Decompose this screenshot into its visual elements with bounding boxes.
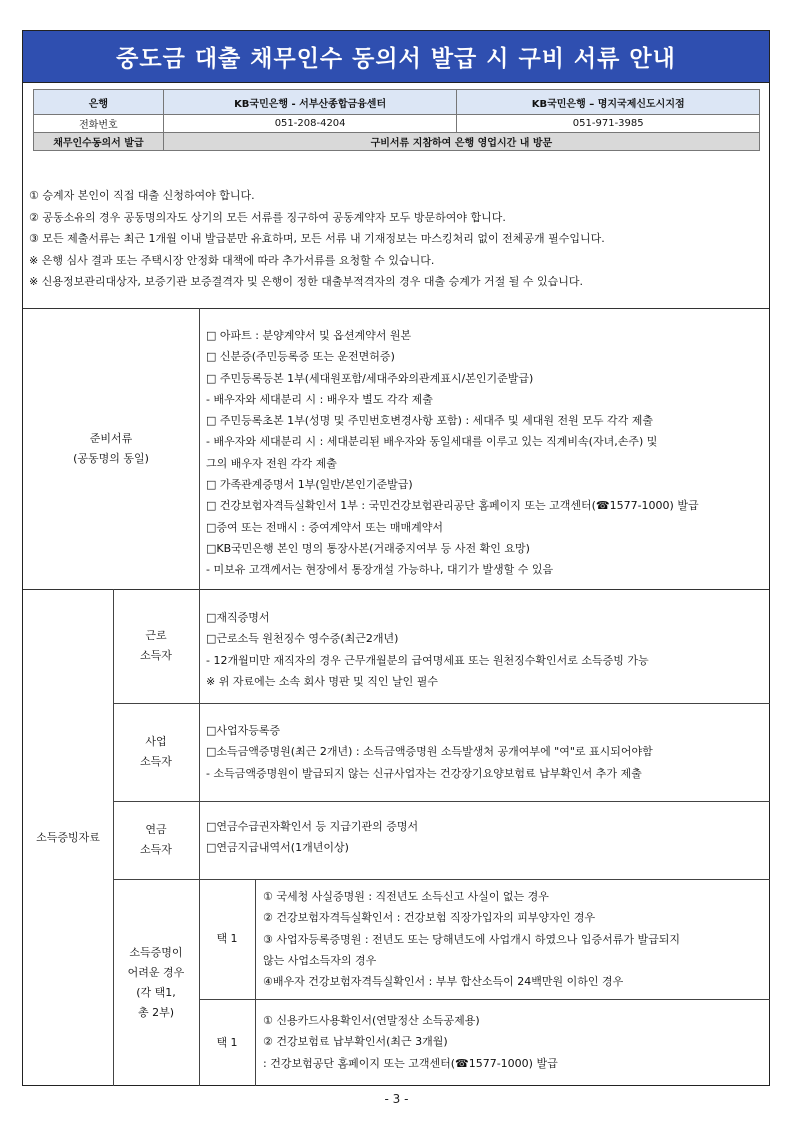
doc-item: □ 가족관계증명서 1부(일반/본인기준발급): [206, 478, 413, 492]
doc-item: □연금지급내역서(1개년이상): [206, 841, 349, 855]
doc-item: □ 건강보험자격득실확인서 1부 : 국민건강보험관리공단 홈페이지 또는 고객센터(☎1577-1000) 발급: [206, 499, 699, 513]
notice-list: [29, 185, 605, 293]
phone-label: 전화번호: [34, 115, 164, 133]
label-line: 소득자: [140, 649, 172, 662]
divider: [113, 801, 770, 802]
page-title: 중도금 대출 채무인수 동의서 발급 시 구비 서류 안내: [23, 31, 769, 83]
label-line: (각 택1,: [136, 985, 176, 999]
bank-info-table: [33, 89, 760, 151]
divider: [255, 879, 256, 1086]
doc-item: □연금수급권자확인서 등 지급기관의 증명서: [206, 820, 419, 833]
business-label: [113, 703, 199, 801]
employee-docs-list: [206, 607, 649, 692]
doc-item: □사업자등록증: [206, 724, 281, 737]
page-number: - 3 -: [384, 1092, 409, 1106]
notice-item: ② 공동소유의 경우 공동명의자도 상기의 모든 서류를 징구하여 공동계약자 모두 방문하여야 합니다.: [29, 210, 506, 224]
notice-item: ③ 모든 제출서류는 최근 1개월 이내 발급분만 유효하며, 모든 서류 내 기재정보는 마스킹처리 없이 전체공개 필수입니다.: [29, 232, 605, 245]
doc-item: - 미보유 고객께서는 현장에서 통장개설 가능하나, 대기가 발생할 수 있음: [206, 563, 554, 577]
doc-item: □ 아파트 : 분양계약서 및 옵션계약서 원본: [206, 329, 412, 342]
notice-item: ※ 신용정보관리대상자, 보증기관 보증결격자 및 은행이 정한 대출부적격자의 경우 대출 승계가 거절 될 수 있습니다.: [29, 275, 583, 288]
doc-item: □KB국민은행 본인 명의 통장사본(거래중지여부 등 사전 확인 요망): [206, 541, 530, 555]
doc-item: 그의 배우자 전원 각각 제출: [206, 456, 337, 470]
doc-item: □증여 또는 전매시 : 증여계약서 또는 매매계약서: [206, 520, 443, 534]
prep-docs-label: [23, 309, 199, 589]
label-line: 소득증명이: [129, 945, 183, 959]
doc-item: ※ 위 자료에는 소속 회사 명판 및 직인 날인 필수: [206, 674, 438, 688]
doc-item: ① 국세청 사실증명원 : 직전년도 소득신고 사실이 없는 경우: [263, 890, 549, 903]
doc-item: ① 신용카드사용확인서(연말정산 소득공제용): [263, 1014, 480, 1027]
income-docs-label: [23, 589, 113, 1086]
label-line: 어려운 경우: [127, 965, 185, 979]
bank-label: 은행: [34, 90, 164, 115]
pension-label: [113, 801, 199, 879]
label-line: 사업: [145, 735, 167, 748]
doc-item: ② 건강보험료 납부확인서(최근 3개월): [263, 1035, 448, 1049]
doc-item: ③ 사업자등록증명원 : 전년도 또는 당해년도에 사업개시 하였으나 입증서류가 발급되지: [263, 932, 680, 946]
label-line: 연금: [145, 823, 167, 836]
document-page: [22, 30, 770, 1086]
issue-label: 채무인수동의서 발급: [34, 133, 164, 151]
option1-docs-list: [263, 886, 680, 992]
doc-item: - 배우자와 세대분리 시 : 배우자 별도 각각 제출: [206, 392, 433, 406]
bank2-name: KB국민은행 – 명지국제신도시지점: [457, 90, 760, 115]
divider: [113, 703, 770, 704]
doc-item: □소득금액증명원(최근 2개년) : 소득금액증명원 소득발생처 공개여부에 "여"로 표시되어야함: [206, 745, 653, 759]
doc-item: □근로소득 원천징수 영수증(최근2개년): [206, 632, 399, 646]
bank-header-row: [34, 90, 760, 115]
option2-label: [199, 999, 255, 1086]
bank1-phone: 051-208-4204: [163, 115, 457, 133]
doc-item: ② 건강보험자격득실확인서 : 건강보험 직장가입자의 피부양자인 경우: [263, 911, 596, 925]
divider: [199, 999, 770, 1000]
doc-item: - 소득금액증명원이 발급되지 않는 신규사업자는 건강장기요양보험료 납부확인서 추가 제출: [206, 766, 642, 780]
doc-item: □재직증명서: [206, 611, 270, 624]
bank1-name: KB국민은행 - 서부산종합금융센터: [163, 90, 457, 115]
difficult-label: [113, 879, 199, 1086]
label-line: 택 1: [216, 932, 238, 945]
phone-row: [34, 115, 760, 133]
label-line: 근로: [145, 629, 167, 642]
prep-docs-list: [206, 325, 699, 581]
business-docs-list: [206, 720, 653, 784]
label-line: 소득자: [140, 843, 172, 856]
notice-item: ① 승계자 본인이 직접 대출 신청하여야 합니다.: [29, 189, 255, 202]
label-line: (공동명의 동일): [73, 452, 149, 465]
issue-row: [34, 133, 760, 151]
option2-docs-list: [263, 1010, 558, 1074]
label-line: 총 2부): [137, 1005, 175, 1019]
label-line: 소득증빙자료: [36, 830, 100, 844]
label-line: 준비서류: [89, 432, 133, 445]
doc-item: 않는 사업소득자의 경우: [263, 953, 377, 967]
doc-item: □ 신분증(주민등록증 또는 운전면허증): [206, 350, 395, 364]
notice-item: ※ 은행 심사 결과 또는 주택시장 안정화 대책에 따라 추가서류를 요청할 수 있습니다.: [29, 253, 435, 267]
doc-item: - 12개월미만 재직자의 경우 근무개월분의 급여명세표 또는 원천징수확인서로 소득증빙 가능: [206, 653, 649, 667]
label-line: 소득자: [140, 755, 172, 768]
issue-value: 구비서류 지참하여 은행 영업시간 내 방문: [163, 133, 759, 151]
doc-item: □ 주민등록등본 1부(세대원포함/세대주와의관계표시/본인기준발급): [206, 371, 534, 385]
pension-docs-list: [206, 816, 418, 859]
doc-item: - 배우자와 세대분리 시 : 세대분리된 배우자와 동일세대를 이루고 있는 직계비속(자녀,손주) 및: [206, 435, 658, 449]
option1-label: [199, 879, 255, 999]
label-line: 택 1: [216, 1035, 238, 1049]
bank2-phone: 051-971-3985: [457, 115, 760, 133]
doc-item: ④배우자 건강보험자격득실확인서 : 부부 합산소득이 24백만원 이하인 경우: [263, 975, 624, 989]
doc-item: □ 주민등록초본 1부(성명 및 주민번호변경사항 포함) : 세대주 및 세대원 전원 모두 각각 제출: [206, 414, 654, 428]
doc-item: : 건강보험공단 홈페이지 또는 고객센터(☎1577-1000) 발급: [263, 1056, 558, 1070]
employee-label: [113, 589, 199, 703]
